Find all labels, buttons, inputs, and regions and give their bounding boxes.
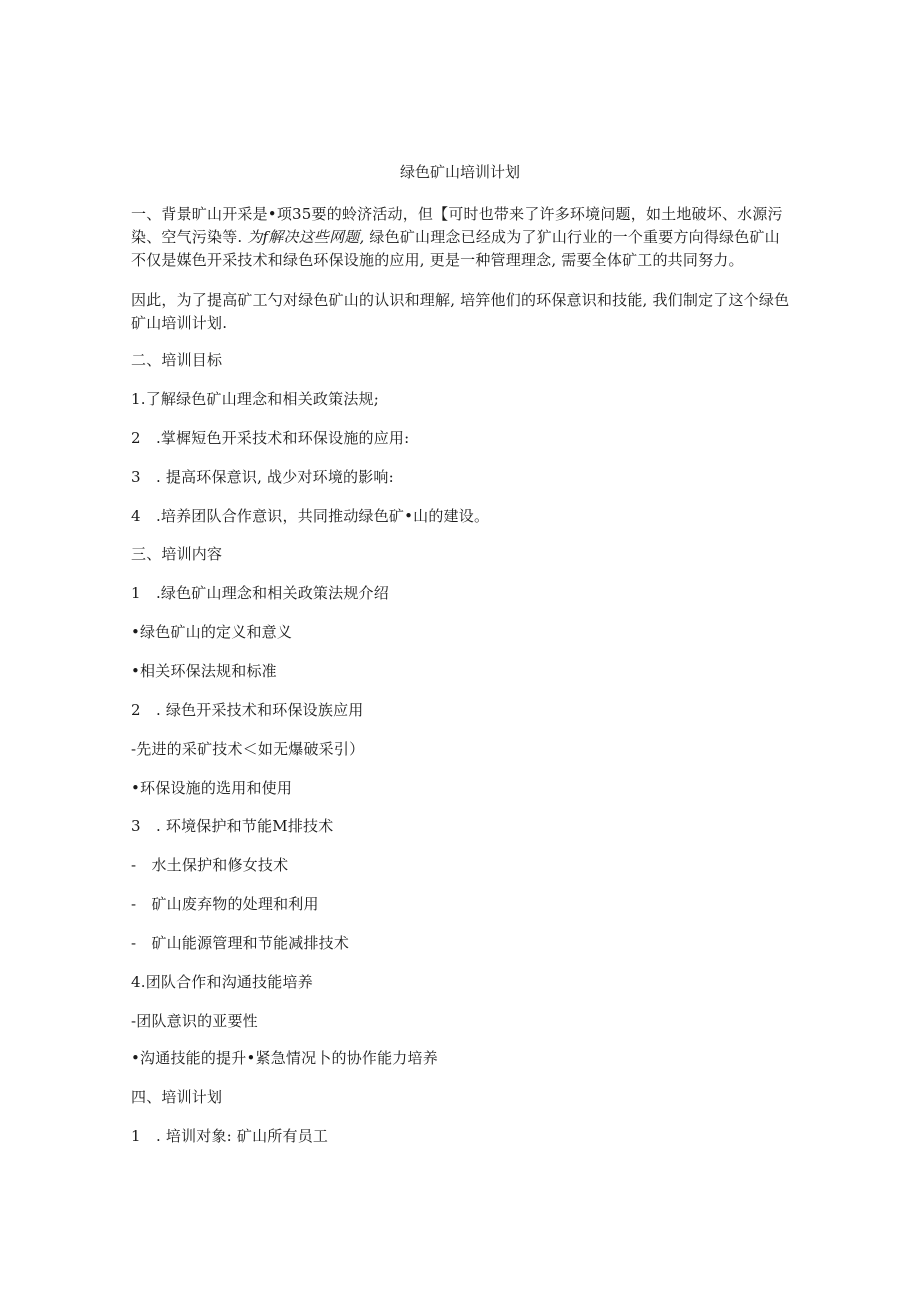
document-title: 绿色矿山培训计划 — [399, 163, 520, 181]
purpose-paragraph: 因此，为了提高矿工勺对绿色矿山的认识和理解, 培笄他们的环保意识和技能, 我们制定了这个绿色矿山培训计划. — [131, 291, 790, 332]
list-item: - 矿山能源管理和节能减排技术 — [131, 934, 350, 952]
background-text-part3: 绿色矿山理念已经成为了犷山行业的一个重要方向得绿色矿山不仅是媒色开采技术和绿色环保设施的应用, 更是一种管理理念, 需要全体矿工的共同努力。 — [131, 228, 780, 269]
list-item: -团队意识的亚要性 — [131, 1012, 258, 1030]
background-paragraph — [131, 203, 794, 272]
list-item: •绿色矿山的定义和意义 — [131, 623, 293, 641]
background-text-italic: 为f解决这些网题, — [247, 228, 365, 246]
section-heading-goals: 二、培训目标 — [131, 351, 223, 369]
list-item: 3 . 提高环保意识, 战少对环境的影响: — [131, 468, 394, 486]
list-item: 2 .掌樨短色开采技术和环保设施的应用: — [131, 429, 410, 447]
list-item: 1.了解绿色矿山理念和相关政策法规; — [131, 390, 379, 408]
section-heading-plan: 四、培训计划 — [131, 1088, 223, 1106]
list-item: 2 . 绿色开采技术和环保设族应用 — [131, 701, 364, 719]
list-item: 4 .培养团队合作意识，共同推动绿色矿•山的建设。 — [131, 507, 490, 525]
list-item: •沟通技能的提升•紧急情况卜的协作能力培养 — [131, 1049, 438, 1067]
list-item: 4.团队合作和沟通技能培养 — [131, 973, 313, 991]
list-item: 3 . 环境保护和节能M排技术 — [131, 817, 334, 835]
list-item: - 矿山废弃物的处理和利用 — [131, 895, 319, 913]
list-item: 1 . 培训对象: 矿山所有员工 — [131, 1127, 329, 1145]
list-item: 1 .绿色矿山理念和相关政策法规介绍 — [131, 584, 389, 602]
list-item: •环保设施的选用和使用 — [131, 779, 293, 797]
list-item: •相关环保法规和标准 — [131, 662, 277, 680]
list-item: - 水土保护和修女技术 — [131, 856, 289, 874]
list-item: -先进的采矿技术＜如无爆破采引） — [131, 740, 365, 758]
background-text-part1: 一、背景旷山开采是•项35要的蛉济活动，但【可时也带来了许多环境问题，如土地破坏、水源污染、空气污染等. — [131, 205, 783, 246]
section-heading-content: 三、培训内容 — [131, 545, 223, 563]
